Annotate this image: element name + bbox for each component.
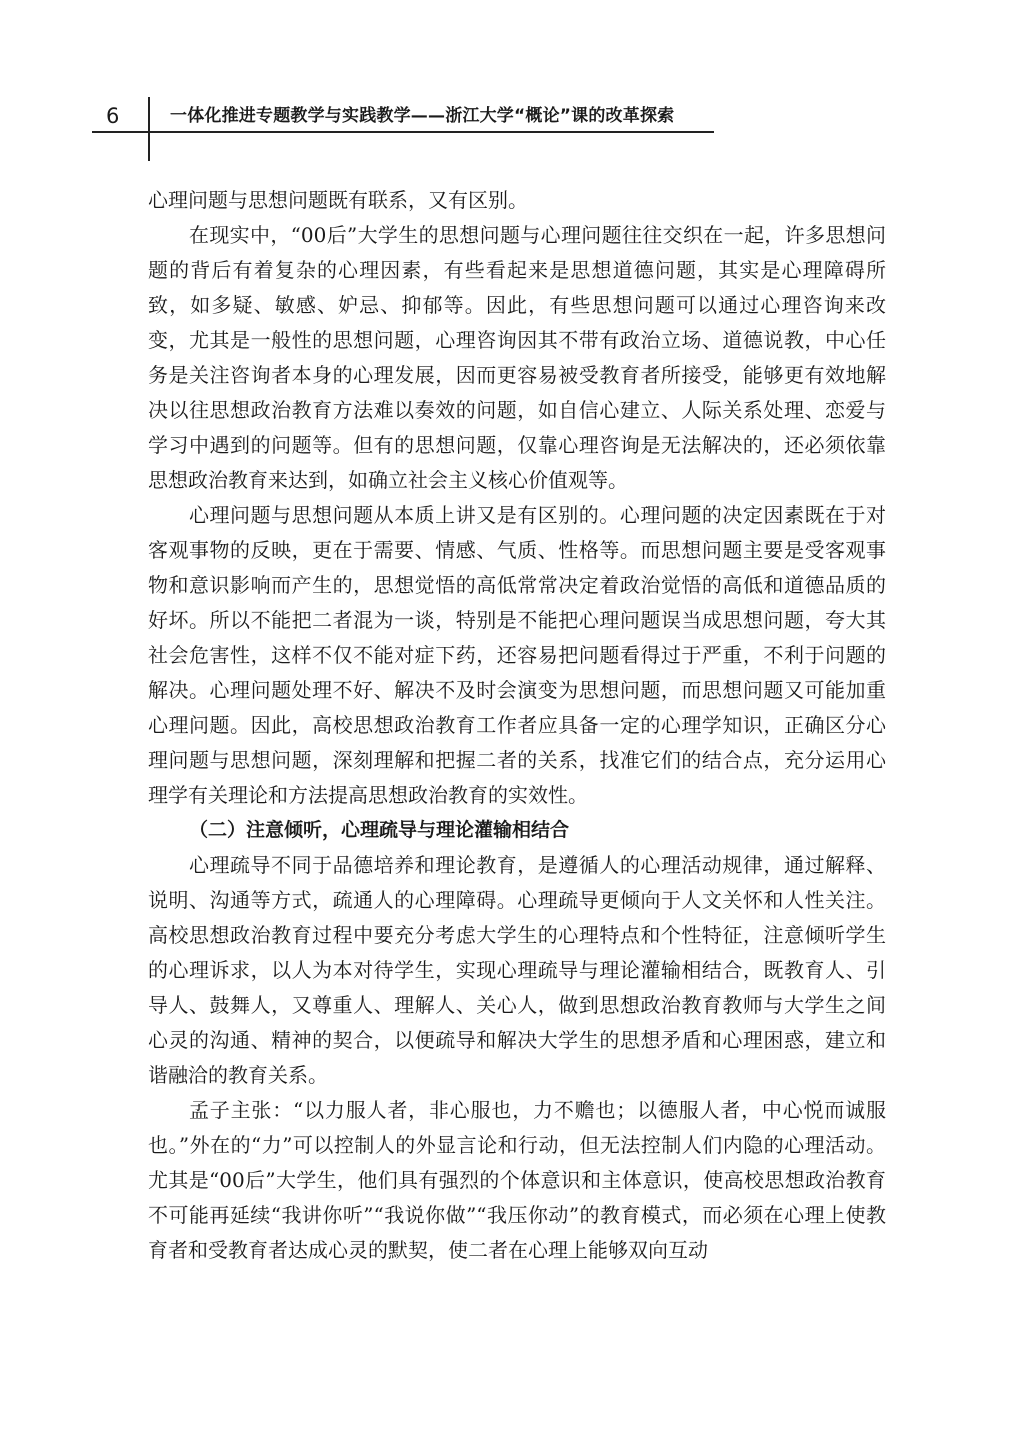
- page-body: [148, 183, 886, 1268]
- paragraph: 心理问题与思想问题从本质上讲又是有区别的。心理问题的决定因素既在于对客观事物的反映，更在于需要、情感、气质、性格等。而思想问题主要是受客观事物和意识影响而产生的，思想觉悟的高低常常决定着政治觉悟的高低和道德品质的好坏。所以不能把二者混为一谈，特别是不能把心理问题误当成思想问题，夸大其社会危害性，这样不仅不能对症下药，还容易把问题看得过于严重，不利于问题的解决。心理问题处理不好、解决不及时会演变为思想问题，而思想问题又可能加重心理问题。因此，高校思想政治教育工作者应具备一定的心理学知识，正确区分心理问题与思想问题，深刻理解和把握二者的关系，找准它们的结合点，充分运用心理学有关理论和方法提高思想政治教育的实效性。: [148, 503, 886, 807]
- paragraph: 心理疏导不同于品德培养和理论教育，是遵循人的心理活动规律，通过解释、说明、沟通等方式，疏通人的心理障碍。心理疏导更倾向于人文关怀和人性关注。高校思想政治教育过程中要充分考虑大学生的心理特点和个性特征，注意倾听学生的心理诉求，以人为本对待学生，实现心理疏导与理论灌输相结合，既教育人、引导人、鼓舞人，又尊重人、理解人、关心人，做到思想政治教育教师与大学生之间心灵的沟通、精神的契合，以便疏导和解决大学生的思想矛盾和心理困惑，建立和谐融洽的教育关系。: [148, 853, 886, 1087]
- paragraph: 孟子主张：“以力服人者，非心服也，力不赡也；以德服人者，中心悦而诚服也。”外在的“力”可以控制人的外显言论和行动，但无法控制人们内隐的心理活动。尤其是“00后”大学生，他们具有强烈的个体意识和主体意识，使高校思想政治教育不可能再延续“我讲你听”“我说你做”“我压你动”的教育模式，而必须在心理上使教育者和受教育者达成心灵的默契，使二者在心理上能够双向互动: [148, 1098, 886, 1262]
- page-header: [0, 0, 1033, 170]
- header-vertical-rule: [148, 97, 150, 161]
- paragraph: 在现实中，“00后”大学生的思想问题与心理问题往往交织在一起，许多思想问题的背后有着复杂的心理因素，有些看起来是思想道德问题，其实是心理障碍所致，如多疑、敏感、妒忌、抑郁等。因此，有些思想问题可以通过心理咨询来改变，尤其是一般性的思想问题，心理咨询因其不带有政治立场、道德说教，中心任务是关注咨询者本身的心理发展，因而更容易被受教育者所接受，能够更有效地解决以往思想政治教育方法难以奏效的问题，如自信心建立、人际关系处理、恋爱与学习中遇到的问题等。但有的思想问题，仅靠心理咨询是无法解决的，还必须依靠思想政治教育来达到，如确立社会主义核心价值观等。: [148, 223, 886, 492]
- page-number: 6: [106, 104, 120, 128]
- header-horizontal-rule: [92, 131, 714, 133]
- paragraph: 心理问题与思想问题既有联系，又有区别。: [148, 188, 528, 212]
- running-title: 一体化推进专题教学与实践教学——浙江大学“概论”课的改革探索: [170, 106, 675, 126]
- section-heading: （二）注意倾听，心理疏导与理论灌输相结合: [189, 819, 570, 841]
